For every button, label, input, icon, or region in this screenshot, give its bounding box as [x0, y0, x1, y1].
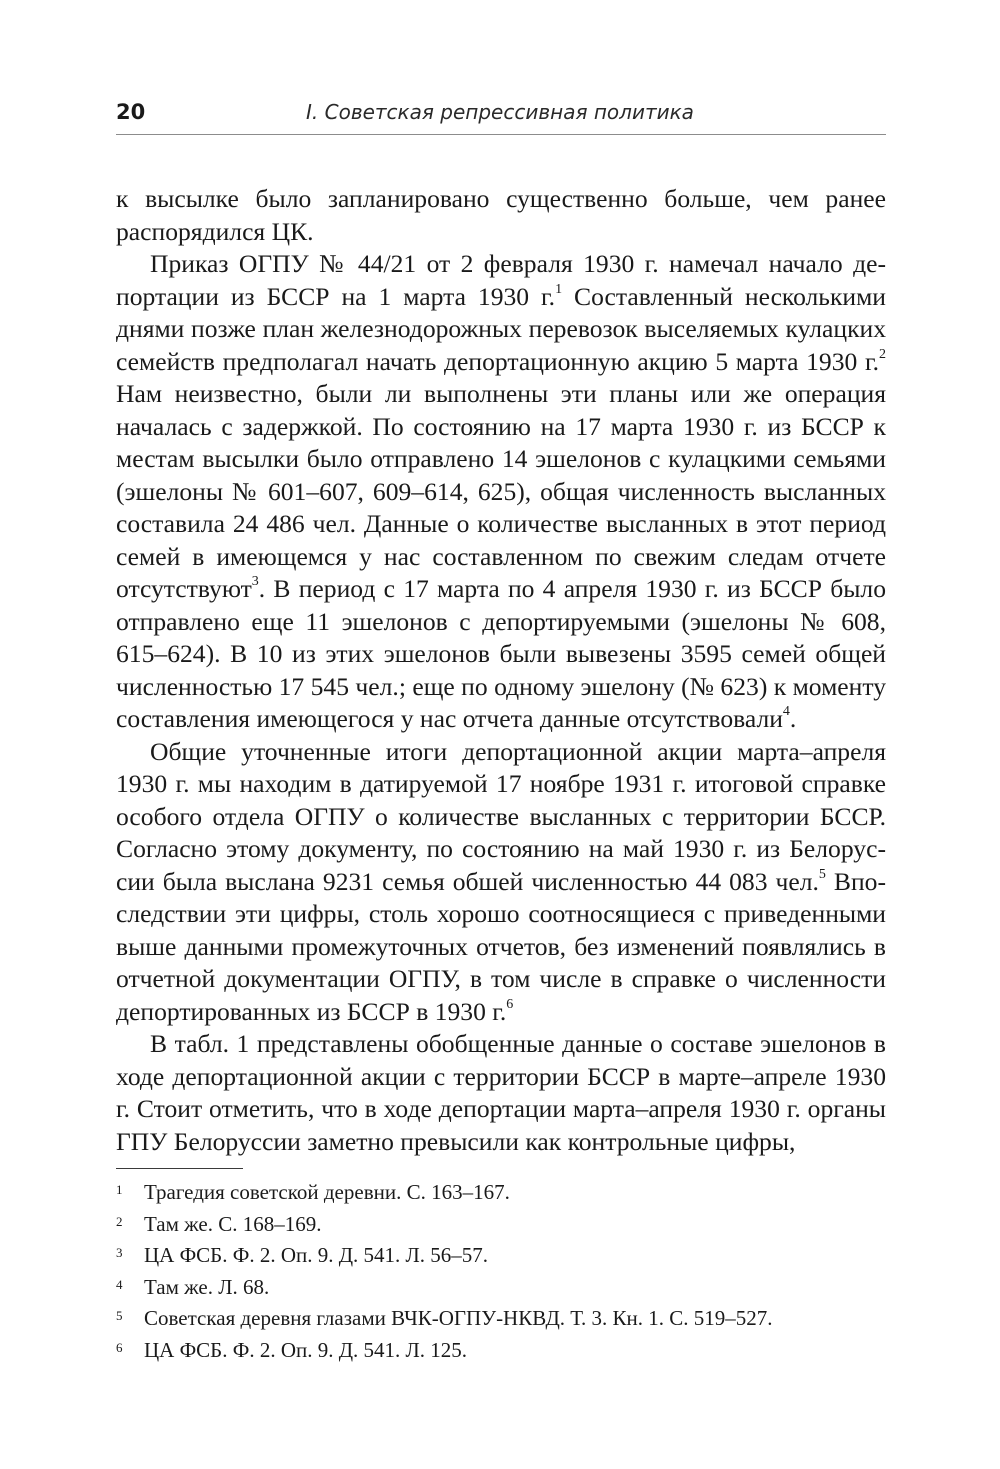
footnote-text: Советская деревня глазами ВЧК-ОГПУ-НКВД. Т. 3. Кн. 1. С. 519–527. — [144, 1306, 773, 1331]
footnote-reference[interactable]: 3 — [251, 574, 259, 590]
paragraph-text: . В период с 17 марта по 4 апреля 1930 г. из БССР было отправлено еще 11 эшелонов с депортируемыми (эшелоны № 608, 615–624). В 10 из этих эшелонов были вывезены 3595 семей общей численностью 17 545 чел.; еще по одному эшелону (№ 623) к моменту составления имеющегося у нас отчета данные отсутствовали — [116, 574, 886, 733]
paragraph — [116, 1028, 886, 1158]
paragraph-text: Впоследствии эти цифры, столь хорошо соотносящиеся с приведенными выше данными промежуточных отчетов, без изменений появлялись в отчетной документации ОГПУ, в том числе в справке о численности депортированных из БССР в 1930 г. — [116, 866, 886, 1026]
paragraph-text: . — [789, 704, 797, 733]
footnote — [116, 1177, 886, 1209]
paragraph-text: Приказ ОГПУ № 44/21 от 2 февраля 1930 г. намечал начало депортации из БССР на 1 марта 1930 г. — [116, 249, 886, 311]
footnote-separator — [116, 1168, 243, 1169]
running-head — [116, 100, 886, 135]
footnote-reference[interactable]: 6 — [506, 996, 514, 1012]
paragraph — [116, 248, 886, 736]
paragraph-text: В табл. 1 представлены обобщенные данные о составе эшелонов в ходе депортационной акции с территории БССР в марте–апреле 1930 г. Стоит отметить, что в ходе депортации марта–апреля 1930 г. органы ГПУ Белоруссии заметно превысили как контрольные цифры, — [116, 1029, 886, 1156]
footnote-text: ЦА ФСБ. Ф. 2. Оп. 9. Д. 541. Л. 56–57. — [144, 1243, 489, 1268]
footnote — [116, 1303, 886, 1335]
footnote-reference[interactable]: 1 — [555, 281, 563, 297]
body-text — [116, 183, 886, 1158]
footnote-number: 5 — [116, 1308, 123, 1324]
page-number: 20 — [116, 100, 146, 124]
footnote-reference[interactable]: 2 — [879, 346, 886, 362]
paragraph — [116, 183, 886, 248]
footnote-text: Трагедия советской деревни. С. 163–167. — [144, 1180, 510, 1204]
paragraph-text: Нам неизвестно, были ли выполнены эти планы или же операция началась с задержкой. По состоянию на 17 марта 1930 г. из БССР к местам высылки было отправлено 14 эшелонов с кулацкими семьями (эшелоны № 601–607, 609–614, 625), общая численность высланных составила 24 486 чел. Данные о количестве высланных в этот период семей в имеющемся у нас составленном по свежим следам отчете отсутствуют — [116, 379, 886, 603]
footnotes — [116, 1177, 886, 1367]
footnote-number: 4 — [116, 1276, 123, 1292]
footnote-reference[interactable]: 4 — [782, 704, 790, 720]
footnote-text: ЦА ФСБ. Ф. 2. Оп. 9. Д. 541. Л. 125. — [144, 1337, 468, 1362]
paragraph-text: к высылке было запланировано существенно больше, чем ранее распорядился ЦК. — [116, 184, 886, 246]
footnote-number: 3 — [116, 1245, 123, 1261]
footnote-reference[interactable]: 5 — [818, 866, 826, 882]
page — [116, 100, 886, 1158]
running-title: I. Советская репрессивная политика — [306, 100, 694, 124]
footnote — [116, 1335, 886, 1367]
footnote — [116, 1209, 886, 1241]
paragraph-text: Составленный несколькими днями позже план железнодорожных перевозок выселяемых кулацких семейств предполагал начать депортационную акцию 5 марта 1930 г. — [116, 281, 886, 376]
footnote-number: 2 — [116, 1213, 123, 1229]
footnote-text: Там же. Л. 68. — [144, 1274, 270, 1299]
paragraph — [116, 736, 886, 1029]
footnote-number: 6 — [116, 1339, 123, 1355]
footnote-text: Там же. С. 168–169. — [144, 1211, 322, 1236]
paragraph-text: Общие уточненные итоги депортационной акции марта–апреля 1930 г. мы находим в датируемой 17 ноябре 1931 г. итоговой справке особого отдела ОГПУ о количестве высланных с территории БССР. Согласно этому документу, по состоянию на май 1930 г. из Белоруссии была выслана 9231 семья обшей численностью 44 083 чел. — [116, 736, 886, 896]
footnote — [116, 1240, 886, 1272]
footnote-number: 1 — [116, 1182, 123, 1197]
footnote — [116, 1272, 886, 1304]
